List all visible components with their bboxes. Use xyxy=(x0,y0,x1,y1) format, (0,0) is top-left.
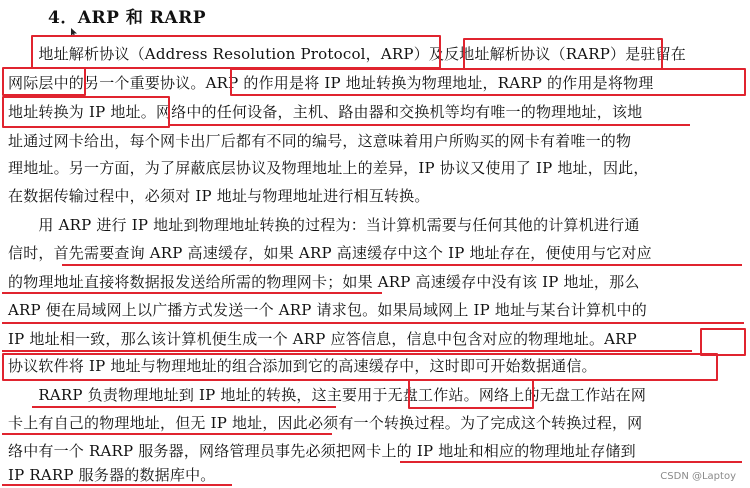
paragraph-line: 信时，首先需要查询 ARP 高速缓存，如果 ARP 高速缓存中这个 IP 地址存在，便使用与它对应 xyxy=(8,244,652,262)
mouse-cursor-icon xyxy=(71,28,77,37)
paragraph-line: 网际层中的另一个重要协议。ARP 的作用是将 IP 地址转换为物理地址，RARP 的作用是将物理 xyxy=(8,74,654,92)
paragraph-line: 协议软件将 IP 地址与物理地址的组合添加到它的高速缓存中，这时即可开始数据通信。 xyxy=(8,357,597,375)
paragraph-line: ARP 便在局域网上以广播方式发送一个 ARP 请求包。如果局域网上 IP 地址与某台计算机中的 xyxy=(8,301,647,319)
underline-mark xyxy=(170,124,690,126)
paragraph-line: 的物理地址直接将数据报发送给所需的物理网卡；如果 ARP 高速缓存中没有该 IP 地址，那么 xyxy=(8,273,640,291)
paragraph-line: 络中有一个 RARP 服务器，网络管理员事先必须把网卡上的 IP 地址和相应的物理地址存储到 xyxy=(8,442,636,460)
paragraph-line: 用 ARP 进行 IP 地址到物理地址转换的过程为：当计算机需要与任何其他的计算机进行通 xyxy=(8,216,640,234)
underline-mark xyxy=(2,350,692,352)
underline-mark xyxy=(400,461,742,463)
underline-mark xyxy=(2,292,382,294)
section-heading: 4．ARP 和 RARP xyxy=(48,8,206,28)
paragraph-line: 地址解析协议（Address Resolution Protocol，ARP）及反地址解析协议（RARP）是驻留在 xyxy=(8,45,687,63)
paragraph-line: RARP 负责物理地址到 IP 地址的转换，这主要用于无盘工作站。网络上的无盘工作站在网 xyxy=(8,386,647,404)
paragraph-line: 在数据传输过程中，必须对 IP 地址与物理地址进行相互转换。 xyxy=(8,187,430,205)
watermark: CSDN @Laptoy xyxy=(660,471,736,482)
underline-mark xyxy=(2,433,332,435)
underline-mark xyxy=(2,322,744,324)
paragraph-line: 卡上有自己的物理地址，但无 IP 地址，因此必须有一个转换过程。为了完成这个转换过程，网 xyxy=(8,414,643,432)
highlight-box xyxy=(700,328,746,356)
underline-mark xyxy=(62,264,742,266)
paragraph-line: 地址转换为 IP 地址。网络中的任何设备，主机、路由器和交换机等均有唯一的物理地址，该地 xyxy=(8,103,643,121)
paragraph-line: IP 地址相一致，那么该计算机便生成一个 ARP 应答信息，信息中包含对应的物理地址。ARP xyxy=(8,330,637,348)
paragraph-line: 理地址。另一方面，为了屏蔽底层协议及物理地址上的差异，IP 协议又使用了 IP 地址，因此， xyxy=(8,159,649,177)
underline-mark xyxy=(32,406,336,408)
paragraph-line: 址通过网卡给出，每个网卡出厂后都有不同的编号，这意味着用户所购买的网卡有着唯一的物 xyxy=(8,132,632,150)
paragraph-line: IP RARP 服务器的数据库中。 xyxy=(8,466,216,484)
